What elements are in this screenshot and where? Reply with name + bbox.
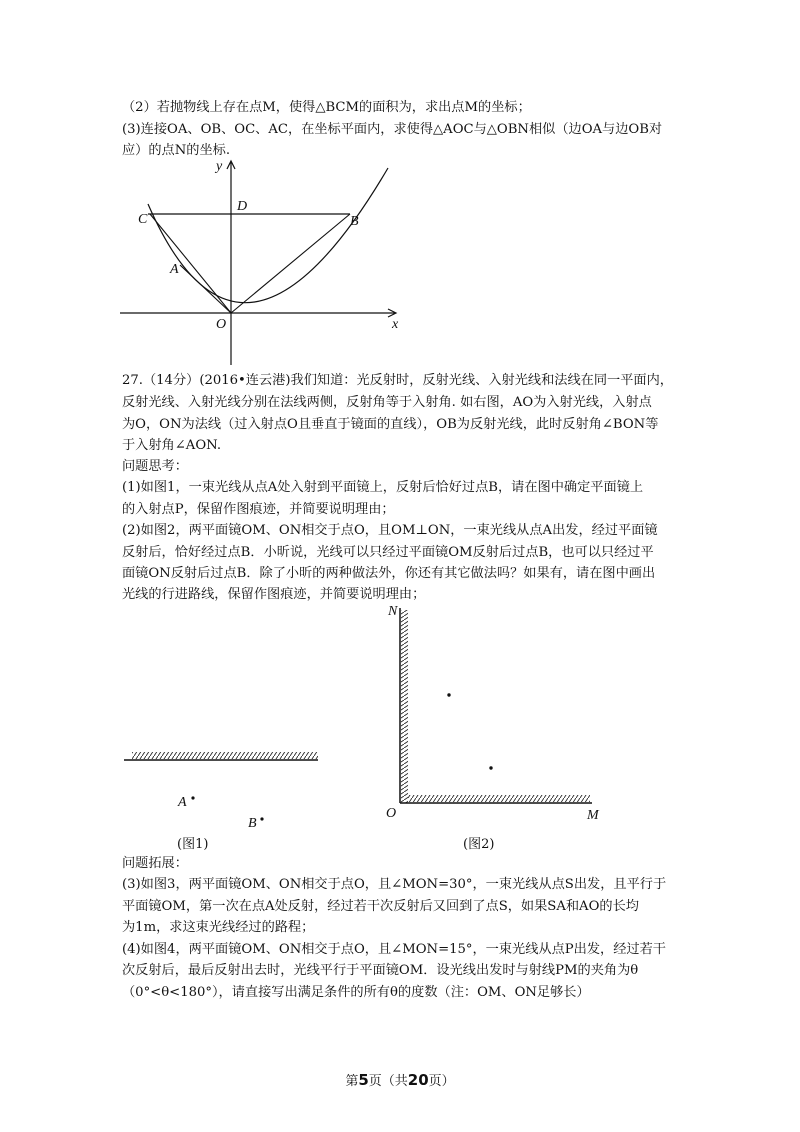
label-o: O (386, 806, 397, 821)
point-b (489, 766, 492, 769)
label-y: y (216, 159, 223, 174)
q26-part2: （2）若抛物线上存在点M，使得△BCM的面积为，求出点M的坐标； (122, 100, 531, 115)
q27-extension-title: 问题拓展： (122, 856, 188, 871)
q27-q3-line2: 平面镜OM，第一次在点A处反射，经过若干次反射后又回到了点S，如果SA和AO的长均 (122, 899, 639, 914)
q27-q4-line3: （0°<θ<180°），请直接写出满足条件的所有θ的度数（注：OM、ON足够长） (122, 985, 590, 1000)
label-x: x (392, 317, 399, 332)
segment-ob (231, 214, 350, 313)
label-a: A (170, 262, 179, 277)
q27-q3-line3: 为1m，求这束光线经过的路程； (122, 920, 315, 935)
parabola-figure (110, 158, 410, 368)
label-d: D (237, 199, 248, 214)
q27-q4-line2: 次反射后，最后反射出去时，光线平行于平面镜OM．设光线出发时与射线PM的夹角为θ (122, 963, 639, 978)
q27-q2-line4: 光线的行进路线，保留作图痕迹，并简要说明理由； (122, 587, 426, 602)
q27-q2-line2: 反射后，恰好经过点B．小昕说，光线可以只经过平面镜OM反射后过点B，也可以只经过平 (122, 545, 654, 560)
label-b: B (248, 816, 257, 831)
q27-q2-line1: (2)如图2，两平面镜OM、ON相交于点O，且OM⊥ON，一束光线从点A出发，经过平面镜 (122, 523, 658, 538)
label-c: C (138, 212, 148, 227)
segment-oc (150, 214, 231, 313)
figure-2 (380, 600, 610, 830)
mirror-om-hatch (408, 795, 590, 802)
q27-intro-line4: 于入射角∠AON. (122, 438, 222, 453)
q27-q1-line2: 的入射点P，保留作图痕迹，并简要说明理由； (122, 502, 395, 517)
q26-part3-line1: (3)连接OA、OB、OC、AC，在坐标平面内，求使得△AOC与△OBN相似（边OA与边OB对 (122, 122, 663, 137)
point-a (191, 796, 194, 799)
q27-q2-line3: 面镜ON反射后过点B．除了小昕的两种做法外，你还有其它做法吗？如果有，请在图中画出 (122, 566, 656, 581)
q26-part3-line2: 应）的点N的坐标. (122, 143, 231, 158)
point-b (260, 817, 263, 820)
mirror-hatch (132, 752, 318, 759)
footer-total-pages: 20 (407, 1071, 429, 1089)
q27-q1-line1: (1)如图1，一束光线从点A处入射到平面镜上，反射后恰好过点B，请在图中确定平面镜上 (122, 480, 644, 495)
footer-page-number: 5 (358, 1071, 369, 1089)
figure-1 (118, 750, 328, 850)
label-o: O (216, 317, 227, 332)
mirror-on-hatch (401, 610, 408, 803)
point-a (447, 693, 450, 696)
footer-pre: 第 (345, 1074, 359, 1089)
footer-post: 页） (428, 1074, 455, 1089)
q27-thinking-title: 问题思考： (122, 459, 188, 474)
q27-intro-line3: 为O，ON为法线（过入射点O且垂直于镜面的直线），OB为反射光线，此时反射角∠BON等 (122, 417, 659, 432)
label-m: M (587, 808, 599, 823)
label-a: A (178, 795, 187, 810)
figure-1-caption: (图1) (177, 837, 209, 852)
label-n: N (388, 604, 398, 619)
page-footer (0, 1070, 800, 1089)
q27-q4-line1: (4)如图4，两平面镜OM、ON相交于点O，且∠MON=15°，一束光线从点P出发，经过若干 (122, 942, 666, 957)
q27-q3-line1: (3)如图3，两平面镜OM、ON相交于点O，且∠MON=30°，一束光线从点S出发，且平行于 (122, 877, 667, 892)
footer-mid: 页（共 (368, 1074, 408, 1089)
q27-intro-line1: 27.（14分）(2016•连云港)我们知道：光反射时，反射光线、入射光线和法线在同一平面内， (122, 373, 673, 388)
q27-intro-line2: 反射光线、入射光线分别在法线两侧，反射角等于入射角. 如右图，AO为入射光线，入射点 (122, 395, 652, 410)
segment-oa (180, 265, 231, 313)
figure-2-caption: (图2) (463, 837, 495, 852)
label-b: B (350, 214, 359, 229)
